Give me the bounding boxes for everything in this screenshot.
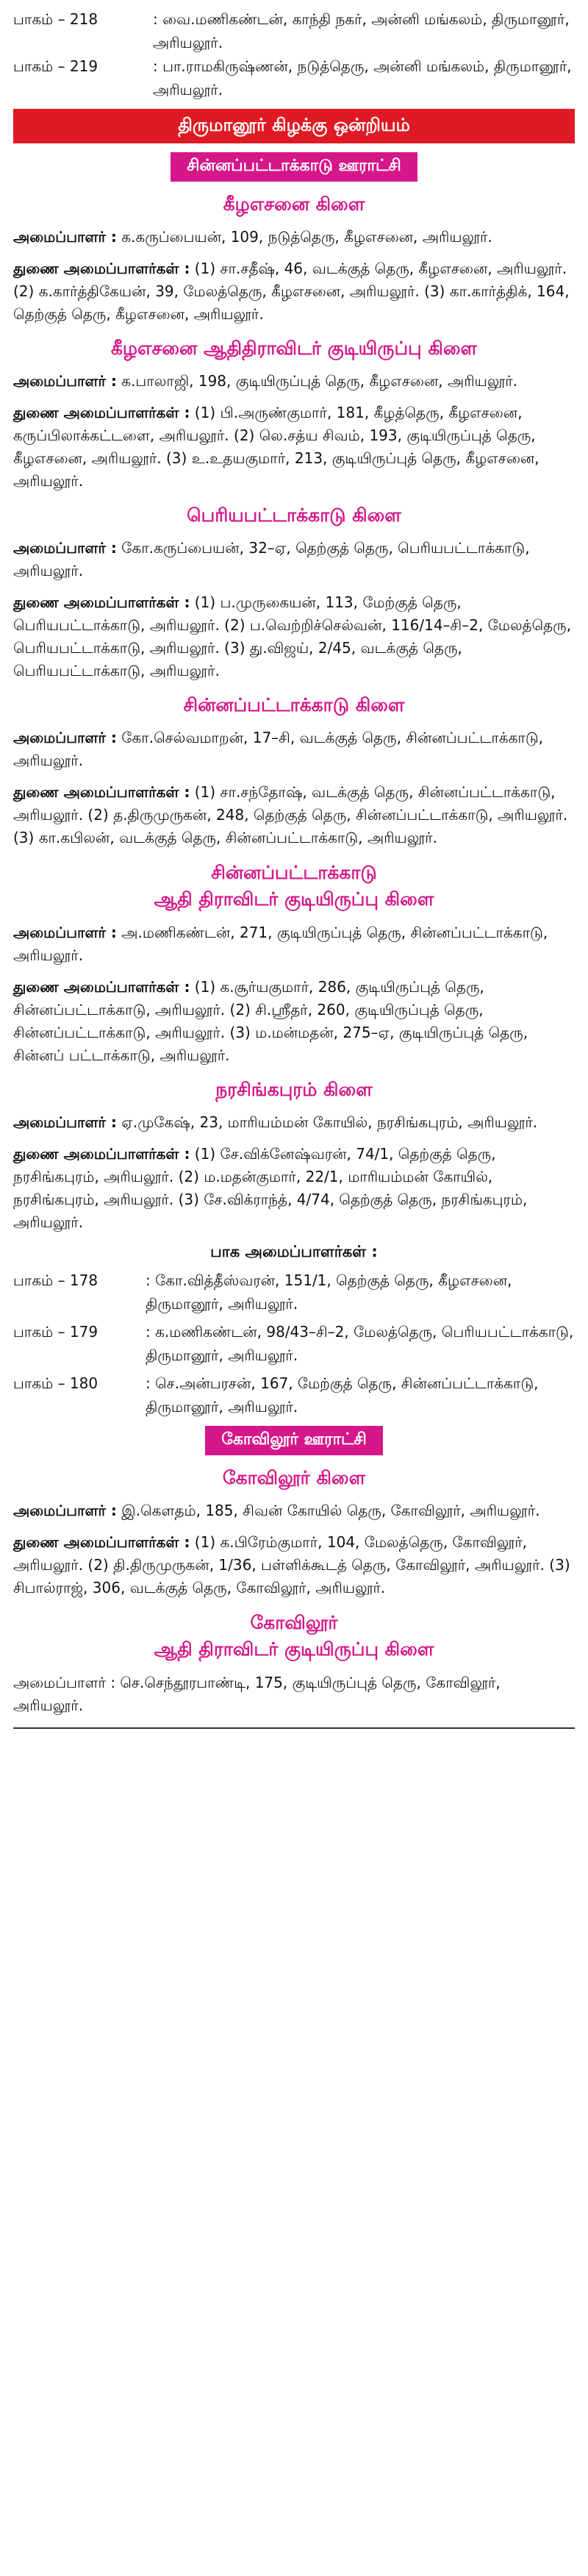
organiser-text: ஏ.முகேஷ், 23, மாரியம்மன் கோயில், நரசிங்கபுரம், அரியலூர். xyxy=(116,1113,538,1131)
deputy-text: (1) சா.சதீஷ், 46, வடக்குத் தெரு, கீழஎசனை, அரியலூர். (2) க.கார்த்திகேயன், 39, மேலத்தெரு, கீழஎசனை, அரியலூர். (3) கா.கார்த்திக், 164, தெற்குத் தெரு, கீழஎசனை, அரியலூர். xyxy=(13,260,570,323)
branch-title: கீழஎசனை கிளை xyxy=(223,193,365,215)
organiser-label: அமைப்பாளர் : xyxy=(13,539,117,557)
deputy-paragraph xyxy=(13,591,575,682)
deputy-paragraph xyxy=(13,976,575,1067)
bagam-label: பாகம் – 180 xyxy=(13,1374,98,1392)
deputy-paragraph xyxy=(13,402,575,493)
deputy-text: (1) சா.சந்தோஷ், வடக்குத் தெரு, சின்னப்பட்டாக்காடு, அரியலூர். (2) த.திருமுருகன், 248, தெற்குத் தெரு, சின்னப்பட்டாக்காடு, அரியலூர். (3) கா.கபிலன், வடக்குத் தெரு, சின்னப்பட்டாக்காடு, அரியலூர். xyxy=(13,783,568,846)
branch-title xyxy=(13,860,575,913)
deputy-text: (1) ப.முருகையன், 113, மேற்குத் தெரு, பெரியபட்டாக்காடு, அரியலூர். (2) ப.வெற்றிச்செல்வன், 116/14–சி–2, மேலத்தெரு, பெரியபட்டாக்காடு, அரியலூர். (3) து.விஜய், 2/45, வடக்குத் தெரு, பெரியபட்டாக்காடு, அரியலூர். xyxy=(13,593,572,679)
organiser-paragraph xyxy=(13,921,575,967)
bagam-value: : செ.அன்பரசன், 167, மேற்குத் தெரு, சின்னப்பட்டாக்காடு, திருமானூர், அரியலூர். xyxy=(146,1374,539,1416)
bagam-value: : கோ.வித்தீஸ்வரன், 151/1, தெற்குத் தெரு, கீழஎசனை, திருமானூர், அரியலூர். xyxy=(146,1271,512,1313)
bagam-label: பாகம் – 219 xyxy=(13,57,98,75)
bagam-entry xyxy=(13,7,575,54)
branch-title xyxy=(13,1610,575,1663)
organiser-text: அ.மணிகண்டன், 271, குடியிருப்புத் தெரு, சின்னப்பட்டாக்காடு, அரியலூர். xyxy=(13,924,548,964)
deputy-label: துணை அமைப்பாளர்கள் : xyxy=(13,404,190,421)
branch-title-line1: சின்னப்பட்டாக்காடு xyxy=(211,862,377,883)
organiser-text: க.கருப்பையன், 109, நடுத்தெரு, கீழஎசனை, அரியலூர். xyxy=(116,228,492,246)
deputy-paragraph xyxy=(13,1531,575,1599)
bagam-label: பாகம் – 179 xyxy=(13,1323,98,1341)
organiser-paragraph xyxy=(13,226,575,249)
organiser-paragraph xyxy=(13,1671,575,1717)
union-banner: திருமானூர் கிழக்கு ஒன்றியம் xyxy=(13,109,575,143)
bottom-divider xyxy=(13,1727,575,1729)
organiser-label: அமைப்பாளர் : xyxy=(13,372,117,390)
deputy-label: துணை அமைப்பாளர்கள் : xyxy=(13,1533,190,1551)
bagam-label: பாகம் – 218 xyxy=(13,10,98,28)
organiser-label: அமைப்பாளர் : xyxy=(13,729,117,746)
organiser-label: அமைப்பாளர் : xyxy=(13,1502,117,1519)
branch-title-line2: ஆதி திராவிடர் குடியிருப்பு கிளை xyxy=(154,888,434,910)
organiser-label: அமைப்பாளர் : xyxy=(13,924,117,941)
bagam-value: : வை.மணிகண்டன், காந்தி நகர், அன்னி மங்கலம், திருமானூர், அரியலூர். xyxy=(153,10,570,51)
panchayat-heading-wrap xyxy=(13,152,575,182)
organiser-paragraph xyxy=(13,537,575,582)
bagam-entry xyxy=(13,1269,575,1316)
deputy-paragraph xyxy=(13,781,575,849)
branch-title: பெரியபட்டாக்காடு கிளை xyxy=(187,504,401,526)
organiser-paragraph xyxy=(13,1499,575,1522)
organiser-paragraph xyxy=(13,727,575,772)
deputy-label: துணை அமைப்பாளர்கள் : xyxy=(13,593,190,611)
deputy-label: துணை அமைப்பாளர்கள் : xyxy=(13,783,190,801)
bagam-value: : பா.ராமகிருஷ்ணன், நடுத்தெரு, அன்னி மங்கலம், திருமானூர், அரியலூர். xyxy=(153,57,572,99)
deputy-text: (1) க.சூர்யகுமார், 286, குடியிருப்புத் தெரு, சின்னப்பட்டாக்காடு, அரியலூர். (2) சி.ஸ்ரீதர், 260, குடியிருப்புத் தெரு, சின்னப்பட்டாக்காடு, அரியலூர். (3) ம.மன்மதன், 275–ஏ, குடியிருப்புத் தெரு, சின்னப் பட்டாக்காடு, அரியலூர். xyxy=(13,978,528,1064)
deputy-label: துணை அமைப்பாளர்கள் : xyxy=(13,260,190,277)
deputy-label: துணை அமைப்பாளர்கள் : xyxy=(13,1145,190,1163)
deputy-paragraph xyxy=(13,1143,575,1234)
organiser-text: கோ.கருப்பையன், 32–ஏ, தெற்குத் தெரு, பெரியபட்டாக்காடு, அரியலூர். xyxy=(13,539,530,579)
organiser-text: செ.செந்தூரபாண்டி, 175, குடியிருப்புத் தெரு, கோவிலூர், அரியலூர். xyxy=(13,1674,501,1714)
panchayat-heading: கோவிலூர் ஊராட்சி xyxy=(205,1426,383,1455)
booth-organisers-heading: பாக அமைப்பாளர்கள் : xyxy=(210,1243,378,1260)
bagam-entry xyxy=(13,1320,575,1367)
bagam-entry xyxy=(13,54,575,101)
deputy-label: துணை அமைப்பாளர்கள் : xyxy=(13,978,190,996)
organiser-paragraph xyxy=(13,1111,575,1134)
organiser-label: அமைப்பாளர் : xyxy=(13,228,117,246)
bagam-entry xyxy=(13,1371,575,1419)
branch-title: நரசிங்கபுரம் கிளை xyxy=(215,1079,373,1100)
organiser-text: க.பாலாஜி, 198, குடியிருப்புத் தெரு, கீழஎசனை, அரியலூர். xyxy=(116,372,518,390)
organiser-paragraph xyxy=(13,370,575,393)
branch-title: சின்னப்பட்டாக்காடு கிளை xyxy=(183,694,405,716)
branch-title: கீழஎசனை ஆதிதிராவிடர் குடியிருப்பு கிளை xyxy=(110,338,478,359)
branch-title-line2: ஆதி திராவிடர் குடியிருப்பு கிளை xyxy=(154,1638,434,1660)
branch-title-line1: கோவிலூர் xyxy=(250,1612,338,1633)
deputy-paragraph xyxy=(13,257,575,326)
organiser-label: அமைப்பாளர் : xyxy=(13,1674,116,1691)
organiser-label: அமைப்பாளர் : xyxy=(13,1113,117,1131)
deputy-text: (1) சே.விக்னேஷ்வரன், 74/1, தெற்குத் தெரு, நரசிங்கபுரம், அரியலூர். (2) ம.மதன்குமார், 22/1, மாரியம்மன் கோயில், நரசிங்கபுரம், அரியலூர். (3) சே.விக்ராந்த், 4/74, தெற்குத் தெரு, நரசிங்கபுரம், அரியலூர். xyxy=(13,1145,528,1231)
bagam-label: பாகம் – 178 xyxy=(13,1271,98,1289)
organiser-text: கோ.செல்வமாறன், 17–சி, வடக்குத் தெரு, சின்னப்பட்டாக்காடு, அரியலூர். xyxy=(13,729,544,769)
panchayat-heading-wrap xyxy=(13,1426,575,1455)
deputy-text: (1) க.பிரேம்குமார், 104, மேலத்தெரு, கோவிலூர், அரியலூர். (2) தி.திருமுருகன், 1/36, பள்ளிக்கூடத் தெரு, கோவிலூர், அரியலூர். (3) சிபால்ராஜ், 306, வடக்குத் தெரு, கோவிலூர், அரியலூர். xyxy=(13,1533,570,1596)
panchayat-heading: சின்னப்பட்டாக்காடு ஊராட்சி xyxy=(171,152,417,182)
bagam-value: : க.மணிகண்டன், 98/43–சி–2, மேலத்தெரு, பெரியபட்டாக்காடு, திருமானூர், அரியலூர். xyxy=(146,1323,574,1364)
branch-title: கோவிலூர் கிளை xyxy=(222,1467,366,1488)
deputy-text: (1) பி.அருண்குமார், 181, கீழத்தெரு, கீழஎசனை, கருப்பிலாக்கட்டளை, அரியலூர். (2) லெ.சத்ய சிவம், 193, குடியிருப்புத் தெரு, கீழஎசனை, அரியலூர். (3) உ.உதயகுமார், 213, குடியிருப்புத் தெரு, கீழஎசனை, அரியலூர். xyxy=(13,404,539,490)
organiser-text: இ.கௌதம், 185, சிவன் கோயில் தெரு, கோவிலூர், அரியலூர். xyxy=(116,1502,540,1519)
